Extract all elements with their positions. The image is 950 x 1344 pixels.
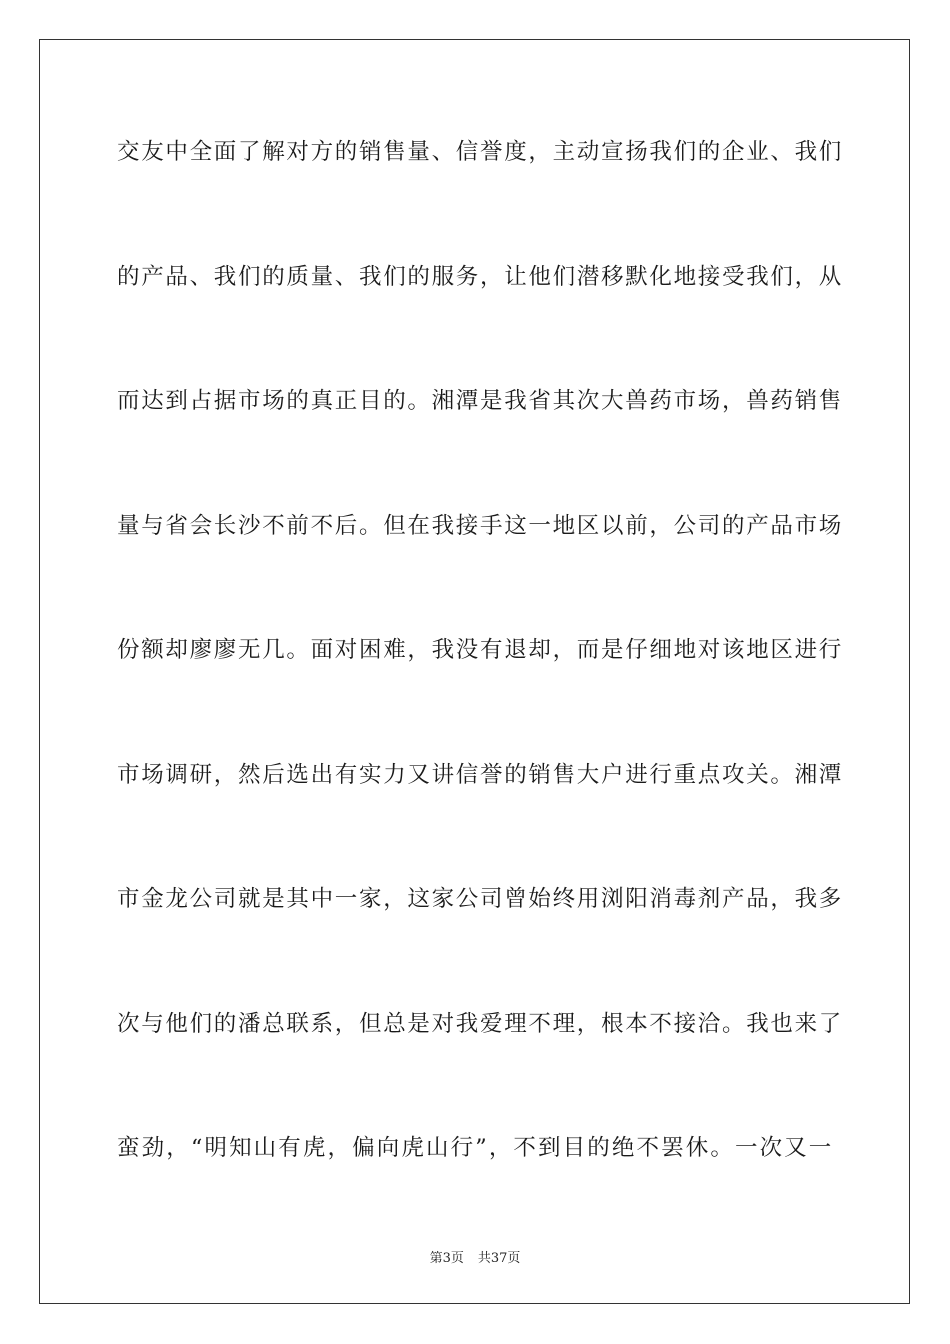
text-line-9: 蛮劲，“明知山有虎，偏向虎山行”，不到目的绝不罢休。一次又一: [117, 1135, 833, 1161]
current-page-number: 第3页: [429, 1251, 464, 1266]
page-footer: [0, 1247, 950, 1266]
text-line-7: 市金龙公司就是其中一家，这家公司曾始终用浏阳消毒剂产品，我多: [117, 886, 844, 912]
text-line-1: 交友中全面了解对方的销售量、信誉度，主动宣扬我们的企业、我们: [117, 139, 844, 165]
text-line-4: 量与省会长沙不前不后。但在我接手这一地区以前，公司的产品市场: [117, 512, 844, 539]
text-line-8: 次与他们的潘总联系，但总是对我爱理不理，根本不接洽。我也来了: [117, 1010, 844, 1037]
text-line-2: 的产品、我们的质量、我们的服务，让他们潜移默化地接受我们，从: [117, 263, 844, 290]
document-body: [117, 126, 844, 1247]
total-page-count: 共37页: [477, 1251, 521, 1266]
text-line-5: 份额却廖廖无几。面对困难，我没有退却，而是仔细地对该地区进行: [117, 637, 844, 663]
text-line-6: 市场调研，然后选出有实力又讲信誉的销售大户进行重点攻关。湘潭: [117, 761, 844, 788]
text-line-3: 而达到占据市场的真正目的。湘潭是我省其次大兽药市场，兽药销售: [117, 388, 844, 414]
